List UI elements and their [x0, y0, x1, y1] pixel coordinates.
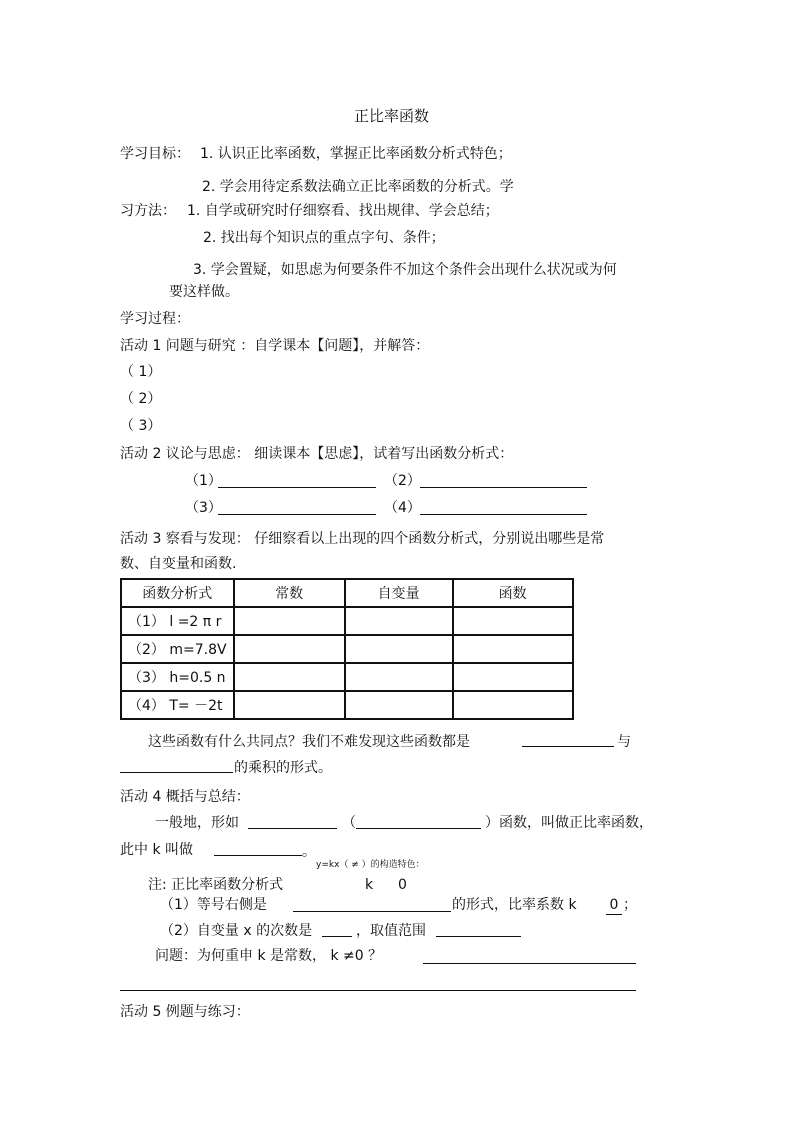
table-cell-blank[interactable] — [453, 607, 573, 635]
table-cell-formula: （4） T= －2t — [121, 691, 234, 719]
activity1-item-1: （ 1） — [120, 364, 162, 380]
structure-note-small: y=kx（ ≠ ）的构造特色： — [316, 860, 425, 870]
note2-blank-2[interactable] — [436, 936, 521, 937]
table-cell-blank[interactable] — [345, 635, 453, 663]
table-header-row — [121, 579, 573, 607]
definition-text-b: （ — [342, 815, 356, 831]
table-row — [121, 607, 573, 635]
activity2-blank-label-3: （3） — [185, 500, 222, 516]
table-cell-blank[interactable] — [234, 691, 345, 719]
process-label: 学习过程： — [120, 311, 190, 327]
table-row — [121, 691, 573, 719]
definition-blank-2[interactable] — [356, 828, 481, 829]
table-cell-formula: （1） l =2 π r — [121, 607, 234, 635]
note1-blank[interactable] — [293, 911, 451, 912]
activity2-blank-3[interactable] — [218, 514, 376, 515]
methods-label: 习方法： — [120, 203, 176, 219]
note2-text-a: （2）自变量 x 的次数是 — [160, 923, 313, 939]
table-header-cell: 常数 — [234, 579, 345, 607]
activity3-line-1: 活动 3 察看与发现： 仔细察看以上出现的四个函数分析式，分别说出哪些是常 — [120, 531, 605, 547]
activity2-blank-label-1: （1） — [185, 473, 222, 489]
question-blank-2[interactable] — [120, 990, 636, 991]
note1-text-c: ； — [623, 897, 637, 913]
common-question: 这些函数有什么共同点？我们不难发现这些函数都是 — [148, 734, 470, 750]
table-cell-blank[interactable] — [345, 663, 453, 691]
note-label: 注: 正比率函数分析式 — [148, 877, 284, 893]
page-title: 正比率函数 — [354, 107, 430, 125]
common-blank-2[interactable] — [120, 772, 233, 773]
activity4-heading: 活动 4 概括与总结： — [120, 789, 250, 805]
table-cell-blank[interactable] — [345, 691, 453, 719]
table-cell-blank[interactable] — [453, 691, 573, 719]
definition-text-c: ）函数，叫做正比率函数， — [485, 815, 653, 831]
note1-text-b: 的形式，比率系数 k — [452, 897, 577, 913]
definition-blank-3[interactable] — [214, 855, 302, 856]
common-blank-1[interactable] — [522, 746, 614, 747]
table-cell-blank[interactable] — [453, 663, 573, 691]
definition-text-d: 此中 k 叫做 — [120, 842, 194, 858]
table-cell-blank[interactable] — [345, 607, 453, 635]
table-cell-formula: （3） h=0.5 n — [121, 663, 234, 691]
goals-item-2: 2. 学会用待定系数法确立正比率函数的分析式。学 — [202, 179, 514, 195]
methods-item-2: 2. 找出每个知识点的重点字句、条件； — [203, 230, 445, 246]
note2-text-b: ，取值范围 — [356, 923, 426, 939]
note-k: k — [365, 877, 374, 893]
goals-label: 学习目标： — [120, 146, 190, 162]
definition-blank-1[interactable] — [248, 828, 337, 829]
table-cell-blank[interactable] — [453, 635, 573, 663]
methods-item-3b: 要这样做。 — [169, 284, 239, 300]
methods-item-1: 1. 自学或研究时仔细察看、找出规律、学会总结； — [187, 203, 499, 219]
question-text: 问题：为何重申 k 是常数， k ≠0 ？ — [155, 948, 383, 964]
activity5-heading: 活动 5 例题与练习： — [120, 1004, 250, 1020]
activity1-item-2: （ 2） — [120, 391, 162, 407]
activity2-blank-4[interactable] — [420, 514, 587, 515]
note1-text-a: （1）等号右侧是 — [160, 897, 267, 913]
definition-text-a: 一般地，形如 — [155, 815, 239, 831]
table-row — [121, 635, 573, 663]
activity2-heading: 活动 2 议论与思虑： 细读课本【思虑】，试着写出函数分析式： — [120, 446, 514, 462]
activity3-line-2: 数、自变量和函数. — [120, 556, 237, 572]
table-cell-formula: （2） m=7.8V — [121, 635, 234, 663]
table-header-cell: 函数 — [453, 579, 573, 607]
table-cell-blank[interactable] — [234, 635, 345, 663]
activity1-heading: 活动 1 问题与研究 ：自学课本【问题】，并解答： — [120, 338, 430, 354]
common-and: 与 — [617, 734, 631, 750]
activity2-blank-label-4: （4） — [384, 500, 421, 516]
table-cell-blank[interactable] — [234, 607, 345, 635]
methods-item-3a: 3. 学会置疑，如思虑为何要条件不加这个条件会出现什么状况或为何 — [193, 262, 617, 278]
activity1-item-3: （ 3） — [120, 418, 162, 434]
question-blank-1[interactable] — [423, 963, 636, 964]
table-header-cell: 函数分析式 — [121, 579, 234, 607]
function-table — [120, 578, 574, 720]
common-tail: 的乘积的形式。 — [234, 760, 332, 776]
note1-value: 0 — [606, 896, 622, 915]
activity2-blank-label-2: （2） — [384, 473, 421, 489]
activity2-blank-1[interactable] — [218, 487, 376, 488]
note-zero: 0 — [398, 877, 407, 893]
table-header-cell: 自变量 — [345, 579, 453, 607]
activity2-blank-2[interactable] — [420, 487, 587, 488]
table-row — [121, 663, 573, 691]
note2-blank-1[interactable] — [322, 936, 352, 937]
definition-text-e: 。 — [302, 844, 316, 860]
table-cell-blank[interactable] — [234, 663, 345, 691]
goals-item-1: 1. 认识正比率函数，掌握正比率函数分析式特色； — [200, 146, 512, 162]
